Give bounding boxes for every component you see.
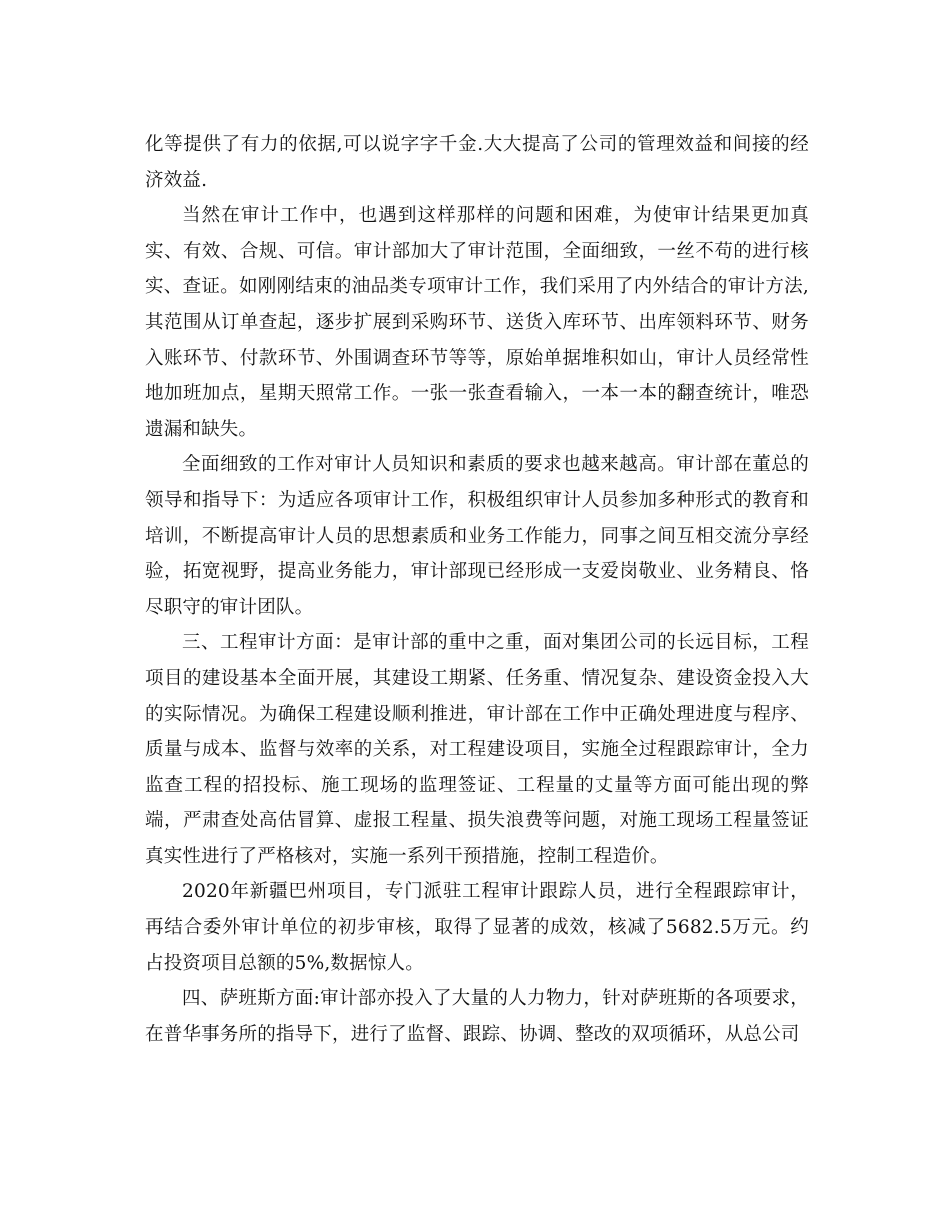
paragraph-engineering-audit: 三、工程审计方面：是审计部的重中之重，面对集团公司的长远目标，工程项目的建设基本全面开展，其建设工期紧、任务重、情况复杂、建设资金投入大的实际情况。为确保工程建设顺利推进，审计部在工作中正确处理进度与程序、质量与成本、监督与效率的关系，对工程建设项目，实施全过程跟踪审计，全力监查工程的招投标、施工现场的监理签证、工程量的丈量等方面可能出现的弊端，严肃查处高估冒算、虚报工程量、损失浪费等问题，对施工现场工程量签证真实性进行了严格核对，实施一系列干预措施，控制工程造价。	[145, 632, 809, 867]
paragraph-sox: 四、萨班斯方面:审计部亦投入了大量的人力物力，针对萨班斯的各项要求，在普华事务所的指导下，进行了监督、跟踪、协调、整改的双项循环，从总公司	[145, 988, 809, 1045]
paragraph-continuation: 化等提供了有力的依据,可以说字字千金.大大提高了公司的管理效益和间接的经济效益.	[145, 134, 809, 191]
document-body	[145, 127, 809, 1052]
paragraph-audit-difficulties: 当然在审计工作中，也遇到这样那样的问题和困难，为使审计结果更加真实、有效、合规、可信。审计部加大了审计范围，全面细致，一丝不苟的进行核实、查证。如刚刚结束的油品类专项审计工作，我们采用了内外结合的审计方法,其范围从订单查起，逐步扩展到采购环节、送货入库环节、出库领料环节、财务入账环节、付款环节、外围调查环节等等，原始单据堆积如山，审计人员经常性地加班加点，星期天照常工作。一张一张查看输入，一本一本的翻查统计，唯恐遗漏和缺失。	[145, 205, 809, 440]
paragraph-audit-team: 全面细致的工作对审计人员知识和素质的要求也越来越高。审计部在董总的领导和指导下：为适应各项审计工作，积极组织审计人员参加多种形式的教育和培训，不断提高审计人员的思想素质和业务工作能力，同事之间互相交流分享经验，拓宽视野，提高业务能力，审计部现已经形成一支爱岗敬业、业务精良、恪尽职守的审计团队。	[145, 454, 809, 618]
paragraph-xinjiang-project: 2020年新疆巴州项目，专门派驻工程审计跟踪人员，进行全程跟踪审计，再结合委外审计单位的初步审核，取得了显著的成效，核减了5682.5万元。约占投资项目总额的5%,数据惊人。	[145, 881, 809, 974]
